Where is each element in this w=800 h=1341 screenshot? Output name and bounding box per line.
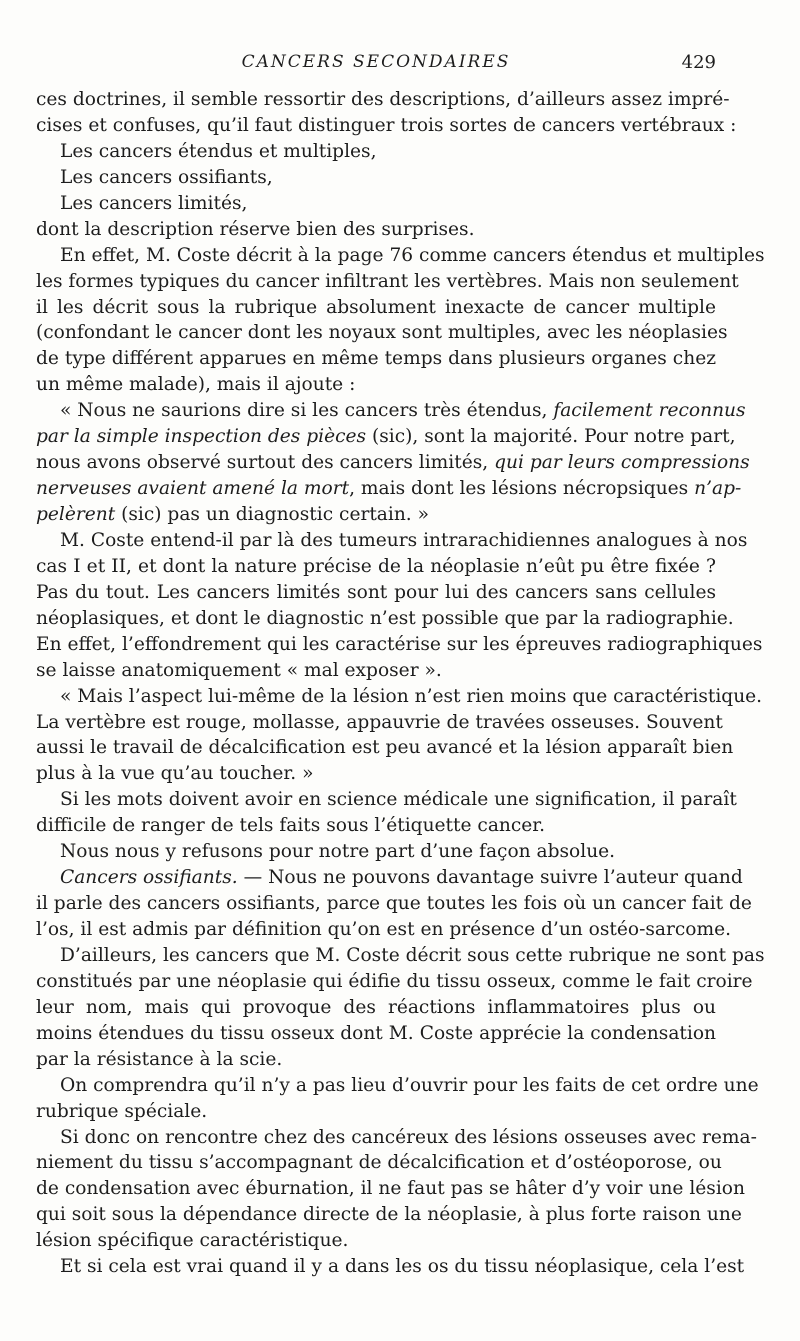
italic-span: par la simple inspection des pièces [36,426,367,448]
page-number: 429 [681,52,716,73]
running-head: CANCERS SECONDAIRES [241,52,511,72]
text-line: cises et confuses, qu’il faut distinguer trois sortes de cancers vertébraux : [36,114,737,136]
text-line: ces doctrines, il semble ressortir des descriptions, d’ailleurs assez impré- [36,89,730,110]
text-line: l’os, il est admis par définition qu’on est en présence d’un ostéo-sarcome. [36,919,732,940]
page-header [36,50,716,76]
text-span: , mais dont les lésions nécropsiques [349,478,695,500]
italic-span: qui par leurs compressions [494,452,750,474]
text-line: D’ailleurs, les cancers que M. Coste décrit sous cette rubrique ne sont pas [60,944,765,966]
text-line: Pas du tout. Les cancers limités sont pour lui des cancers sans cellules [36,581,716,603]
text-line: Les cancers ossifiants, [60,166,273,188]
italic-span: n’ap- [694,478,742,500]
text-line: En effet, M. Coste décrit à la page 76 comme cancers étendus et multiples [60,244,765,266]
text-line: dont la description réserve bien des surprises. [36,218,475,240]
text-line: leur nom, mais qui provoque des réactions inflammatoires plus ou [36,996,716,1018]
text-line: un même malade), mais il ajoute : [36,374,356,396]
text-line: se laisse anatomiquement « mal exposer ». [36,659,442,681]
text-line: Les cancers limités, [60,192,248,214]
text-line: de condensation avec éburnation, il ne faut pas se hâter d’y voir une lésion [36,1178,745,1200]
text-line [36,476,742,502]
text-line: difficile de ranger de tels faits sous l’étiquette cancer. [36,815,546,837]
text-line: aussi le travail de décalcification est peu avancé et la lésion apparaît bien [36,737,734,759]
text-line: Et si cela est vrai quand il y a dans les os du tissu néoplasique, cela l’est [60,1256,745,1278]
text-span: (sic), sont la majorité. Pour notre part, [366,426,736,448]
text-line: constitués par une néoplasie qui édifie du tissu osseux, comme le fait croire [36,970,753,992]
text-line: M. Coste entend-il par là des tumeurs intrarachidiennes analogues à nos [60,529,748,551]
text-line: par la résistance à la scie. [36,1048,283,1070]
text-line: En effet, l’effondrement qui les caractérise sur les épreuves radiographiques [36,633,763,655]
text-line [36,450,750,476]
text-line: néoplasiques, et dont le diagnostic n’est possible que par la radiographie. [36,607,734,629]
text-line: Si les mots doivent avoir en science médicale une signification, il paraît [60,789,737,811]
italic-span: pelèrent [36,504,116,525]
text-line: niement du tissu s’accompagnant de décalcification et d’ostéoporose, ou [36,1152,722,1174]
text-line: de type différent apparues en même temps dans plusieurs organes chez [36,348,716,370]
text-line: les formes typiques du cancer infiltrant les vertèbres. Mais non seulement [36,270,739,292]
text-line: Les cancers étendus et multiples, [60,140,377,162]
text-line: Si donc on rencontre chez des cancéreux des lésions osseuses avec rema- [60,1126,757,1148]
text-line: La vertèbre est rouge, mollasse, appauvrie de travées osseuses. Souvent [36,711,723,733]
text-line: qui soit sous la dépendance directe de la néoplasie, à plus forte raison une [36,1204,742,1226]
text-line [36,424,736,450]
text-line [36,502,716,528]
text-line [36,398,746,424]
text-line: (confondant le cancer dont les noyaux sont multiples, avec les néoplasies [36,322,728,344]
text-line: rubrique spéciale. [36,1100,208,1122]
body-text [36,87,765,1280]
text-line: cas I et II, et dont la nature précise de la néoplasie n’eût pu être fixée ? [36,555,716,577]
text-line: il les décrit sous la rubrique absolument inexacte de cancer multiple [36,296,716,318]
text-line: Nous nous y refusons pour notre part d’une façon absolue. [60,841,616,863]
italic-span: Cancers ossifiants. [60,867,238,889]
text-line: lésion spécifique caractéristique. [36,1230,349,1252]
italic-span: facilement reconnus [553,400,746,422]
italic-span: nerveuses avaient amené la mort [36,478,350,500]
text-line: « Mais l’aspect lui-même de la lésion n’est rien moins que caractéristique. [60,685,763,707]
text-line: moins étendues du tissu osseux dont M. Coste apprécie la condensation [36,1022,716,1044]
text-line: plus à la vue qu’au toucher. » [36,763,314,785]
text-line: On comprendra qu’il n’y a pas lieu d’ouvrir pour les faits de cet ordre une [60,1074,759,1096]
text-line [36,865,743,891]
text-span: « Nous ne saurions dire si les cancers très étendus, [60,400,554,422]
text-span: (sic) pas un diagnostic certain. » [115,504,430,525]
text-span: nous avons observé surtout des cancers limités, [36,452,495,474]
text-span: — Nous ne pouvons davantage suivre l’auteur quand [237,867,743,889]
text-line: il parle des cancers ossifiants, parce que toutes les fois où un cancer fait de [36,893,752,915]
